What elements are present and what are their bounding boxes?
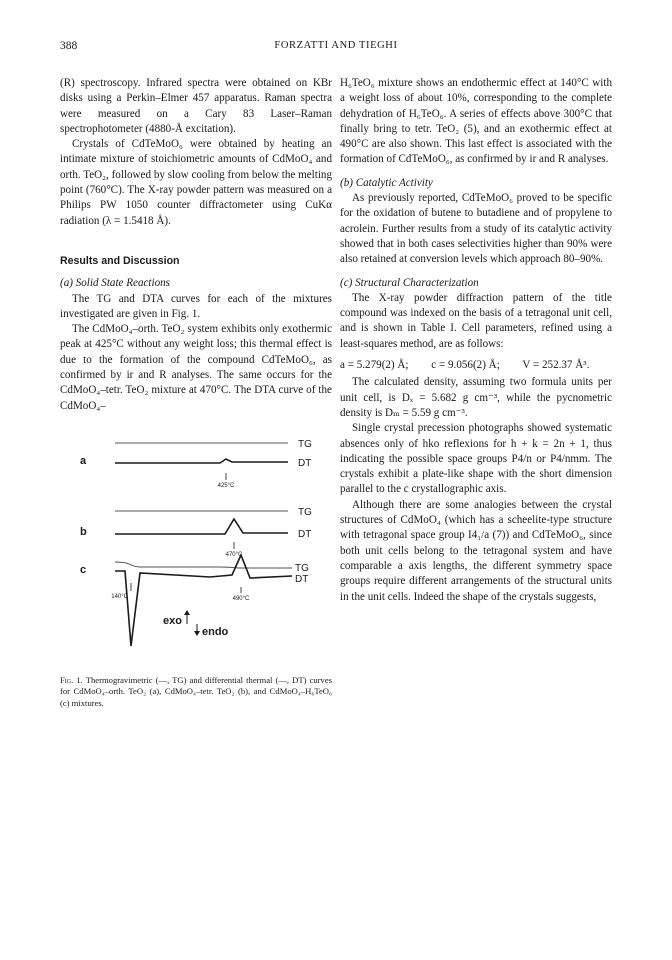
label-b-dt: DT [298, 528, 312, 540]
page-number: 388 [60, 40, 78, 52]
running-head: FORZATTI AND TIEGHI [274, 40, 398, 51]
curve-a-dt [115, 459, 288, 463]
paragraph-xray: The X-ray powder diffraction pattern of the title compound was indexed on the basis of a tetragonal unit cell, and is shown in Table I. Cell parameters, refined using a least-squares method, are as follows: [340, 291, 612, 350]
paragraph-cdmoo4-system: The CdMoO₄–orth. TeO₂ system exhibits only exothermic peak at 425°C without any weight loss; this thermal effect is due to the formation of the compound CdTeMoO₆, as confirmed by ir and R analyses. The same occurs for the CdMoO₄–tetr. TeO₂ mixture at 470°C. The DTA curve of the CdMoO₄– [60, 323, 332, 412]
page-header [60, 40, 612, 54]
label-exo: exo [163, 614, 182, 627]
label-a-dt: DT [298, 457, 312, 469]
formula-c: c = 9.056(2) Å; [431, 359, 500, 372]
paragraph-h6teo6: H₆TeO₆ mixture shows an endothermic effect at 140°C with a weight loss of about 10%, corresponding to the complete dehydration of H₆TeO₆. A series of effects above 300°C that finally bring to tetr. TeO₂ (5), and an exothermic effect at 490°C are also shown. This last effect is associated with the formation of CdTeMoO₆, as confirmed by ir and R analyses. [340, 77, 612, 166]
right-column [340, 76, 612, 605]
paragraph-tg-dta: The TG and DTA curves for each of the mixtures investigated are given in Fig. 1. [60, 292, 332, 320]
label-c-dt: DT [295, 573, 309, 585]
section-heading-results: Results and Discussion [60, 254, 180, 267]
figure-caption-label: Fig. 1. [60, 674, 83, 685]
label-a-tg: TG [298, 438, 312, 450]
paragraph-precession: Single crystal precession photographs showed systematic absences only of hko reflexions for h + k = 2n + 1, thus indicating the possible space groups P4/n or P4/nmm. The crystals exhibit a plate-like shape with the short dimension parallel to the c crystallographic axis. [340, 422, 612, 496]
figure-caption-text: Thermogravimetric (—, TG) and differential thermal (—, DT) curves for CdMoO₄–orth. TeO₂ (a), CdMoO₄–tetr. TeO₂ (b), and CdMoO₄–H₆TeO₆ (c) mixtures. [60, 674, 332, 708]
left-column [60, 76, 332, 709]
cell-parameters [340, 358, 612, 373]
paragraph-density: The calculated density, assuming two formula units per unit cell, is Dₓ = 5.682 g cm⁻³, while the pycnometric density is Dₘ = 5.59 g cm⁻³. [340, 376, 612, 419]
label-b: b [80, 525, 87, 538]
formula-a: a = 5.279(2) Å; [340, 359, 409, 372]
label-470c: 470°C [225, 551, 243, 558]
label-endo: endo [202, 625, 229, 638]
label-c: c [80, 563, 87, 576]
label-425c: 425°C [217, 482, 235, 489]
curve-c-tg [115, 562, 292, 568]
formula-v: V = 252.37 Å³. [522, 359, 590, 372]
subsection-heading-structural: (c) Structural Characterization [340, 276, 479, 289]
label-c-tg: TG [295, 562, 309, 574]
paragraph-crystals: Crystals of CdTeMoO₆ were obtained by heating an intimate mixture of stoichiometric amounts of CdMoO₄ and orth. TeO₂, followed by slow cooling from below the melting point (760°C). The X-ray powder pattern was measured on a Philips PW 1050 counter diffractometer using CuKα radiation (λ = 1.5418 Å). [60, 138, 332, 227]
label-b-tg: TG [298, 506, 312, 518]
paragraph-analogies: Although there are some analogies between the crystal structures of CdMoO₄ (which has a scheelite-type structure with tetragonal space group I4₁/a (7)) and CdTeMoO₆, since both unit cells belong to the tetragonal system and have comparable a axis lengths, the different symmetry space groups require different arrangements of the structural units in the unit cells. Indeed the shape of the crystals suggests, [340, 498, 612, 603]
paragraph-spectroscopy: (R) spectroscopy. Infrared spectra were obtained on KBr disks using a Perkin–Elmer 457 apparatus. Raman spectra were measured on a Cary 83 Laser–Raman spectrophotometer (4880-Å excitation). [60, 77, 332, 135]
curve-b-dt [115, 519, 288, 534]
label-a: a [80, 454, 87, 467]
label-140c: 140°C [111, 593, 128, 600]
subsection-heading-catalytic: (b) Catalytic Activity [340, 176, 433, 189]
paragraph-catalytic: As previously reported, CdTeMoO₆ proved to be specific for the oxidation of butene to butadiene and of propylene to acrolein. Further results from a study of its catalytic activity showed that in both cases selectivities higher than 90% were also retained at conversion levels which approach 80–90%. [340, 192, 612, 266]
figure-caption [60, 675, 332, 709]
thermal-curves-plot [60, 421, 332, 673]
figure-thermal-curves [60, 421, 332, 673]
label-490c: 490°C [232, 595, 250, 602]
subsection-heading-solid-state: (a) Solid State Reactions [60, 277, 170, 290]
